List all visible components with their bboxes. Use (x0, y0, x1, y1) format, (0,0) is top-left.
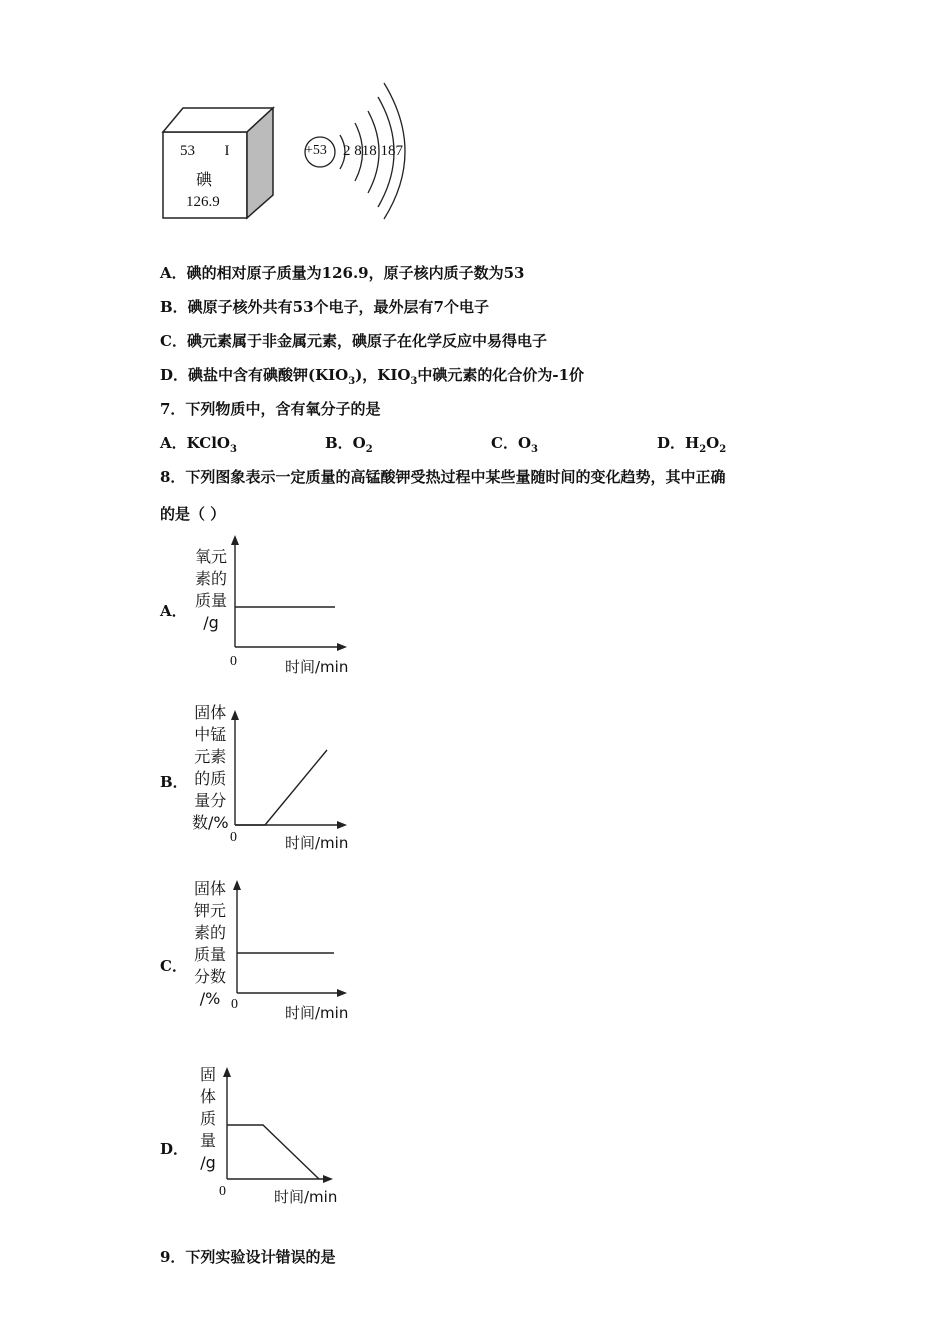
atom-nucleus-charge: +53 (305, 143, 327, 158)
graph-d-trend-line (227, 1125, 319, 1179)
graph-b-origin: 0 (230, 830, 237, 845)
q6-option-a: A．碘的相对原子质量为126.9，原子核内质子数为53 (160, 264, 525, 282)
graph-b-trend-line (235, 750, 327, 825)
graph-b-axes (235, 710, 355, 835)
q7-option-a: A．KClO$_3$ (160, 434, 237, 455)
q6-option-b: B．碘原子核外共有53个电子，最外层有7个电子 (160, 298, 489, 316)
graph-a-x-label: 时间/min (285, 658, 349, 676)
graph-d-y-label: 固 体 质 量 /g (200, 1065, 217, 1172)
q6-option-c: C．碘元素属于非金属元素，碘原子在化学反应中易得电子 (160, 332, 547, 350)
graph-b-x-label: 时间/min (285, 834, 349, 852)
q6-option-d: D．碘盐中含有碘酸钾$(KIO_3)$，$KIO_3$中碘元素的化合价为-1价 (160, 366, 585, 387)
q8-stem-line1: 8．下列图象表示一定质量的高锰酸钾受热过程中某些量随时间的变化趋势，其中正确 (160, 468, 726, 486)
graph-c-axes (237, 880, 357, 1000)
q7-option-d: D．$H_2O_2$ (657, 434, 727, 455)
graph-a-origin: 0 (230, 654, 237, 669)
q7-stem: 7．下列物质中，含有氧分子的是 (160, 400, 381, 418)
element-atomic-number: 53 (180, 143, 195, 159)
element-name: 碘 (196, 170, 213, 189)
graph-c-x-label: 时间/min (285, 1004, 349, 1022)
element-cell-box (160, 105, 280, 225)
atom-shell-electrons: 2 818 187 (343, 143, 403, 159)
q7-option-b: B．$O_2$ (325, 434, 373, 455)
graph-c-y-label: 固体 钾元 素的 质量 分数 /% (194, 879, 227, 1008)
graph-a-axes (235, 535, 355, 655)
element-symbol: I (224, 143, 230, 159)
q8-stem-line2: 的是（ ） (160, 505, 226, 523)
element-mass: 126.9 (186, 194, 220, 210)
graph-b-y-label: 固体 中锰 元素 的质 量分 数/% (192, 703, 229, 832)
graph-d-option-label: D． (160, 1140, 189, 1158)
graph-d-axes (227, 1067, 347, 1187)
q7-option-c: C．$O_3$ (491, 434, 538, 455)
q9-stem: 9．下列实验设计错误的是 (160, 1248, 336, 1266)
graph-d-x-label: 时间/min (274, 1188, 338, 1206)
graph-a-y-label: 氧元 素的 质量 /g (195, 547, 228, 632)
graph-a-option-label: A． (160, 602, 187, 620)
graph-d-origin: 0 (219, 1184, 226, 1199)
graph-b-option-label: B． (160, 773, 188, 791)
graph-c-origin: 0 (231, 997, 238, 1012)
graph-c-option-label: C． (160, 957, 187, 975)
